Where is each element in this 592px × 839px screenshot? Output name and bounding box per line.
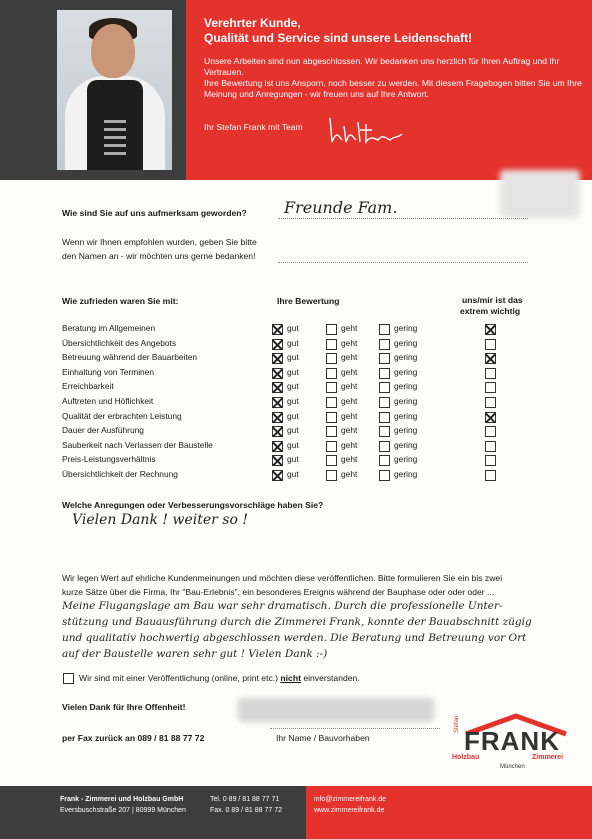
q1-line	[278, 218, 528, 219]
rating-option-label: gut	[287, 337, 299, 348]
rating-option-label: gering	[394, 352, 418, 363]
rating-checkbox-geht[interactable]	[326, 455, 337, 466]
consent-text: Wir sind mit einer Veröffentlichung (online, print etc.) nicht einverstanden.	[79, 673, 360, 683]
rating-row-label: Betreuung während der Bauarbeiten	[62, 352, 198, 363]
footer-tel: Tel. 0 89 / 81 88 77 71	[210, 796, 280, 803]
footer-email[interactable]: info@zimmereifrank.de	[314, 796, 387, 803]
logo-brand: FRANK	[464, 726, 560, 756]
rating-checkbox-geht[interactable]	[326, 324, 337, 335]
important-checkbox[interactable]	[485, 412, 496, 423]
important-checkbox[interactable]	[485, 339, 496, 350]
rating-checkbox-geht[interactable]	[326, 412, 337, 423]
redacted-stamp	[500, 170, 580, 218]
rating-option-label: gut	[287, 469, 299, 479]
footer-contact	[306, 786, 592, 839]
rating-option-label: gering	[394, 439, 418, 450]
rating-checkbox-geht[interactable]	[326, 368, 337, 379]
q3-answer-line-3: und qualitativ hochwertig abgeschlossen werden. Die Beratung und Betreuung vor Ort	[62, 632, 527, 644]
header-banner	[186, 0, 592, 180]
important-checkbox[interactable]	[485, 426, 496, 437]
important-checkbox[interactable]	[485, 324, 496, 335]
q1-name-line	[278, 262, 528, 263]
q3-answer-line-2: stützung und Bauausführung durch die Zimmerei Frank, konnte der Bauabschnitt zügig	[62, 616, 532, 628]
fax-text: per Fax zurück an 089 / 81 88 77 72	[62, 733, 205, 743]
important-checkbox[interactable]	[485, 441, 496, 452]
footer-address: Eversbuschstraße 207 | 80999 München	[60, 807, 186, 814]
rating-option-label: gering	[394, 323, 418, 333]
rating-checkbox-gering[interactable]	[379, 426, 390, 437]
rating-option-label: gering	[394, 366, 418, 377]
q3-answer-line-4: auf der Baustelle waren sehr gut ! Vielen Dank :-)	[62, 648, 328, 660]
footer-fax: Fax. 0 89 / 81 88 77 72	[210, 807, 282, 814]
footer-company: Frank - Zimmerei und Holzbau GmbH	[60, 796, 184, 803]
ratings-label: Wie zufrieden waren Sie mit:	[62, 296, 179, 306]
q1-answer: Freunde Fam.	[284, 198, 398, 217]
rating-checkbox-geht[interactable]	[326, 426, 337, 437]
rating-checkbox-gut[interactable]	[272, 368, 283, 379]
frank-logo	[452, 712, 572, 772]
rating-checkbox-gut[interactable]	[272, 353, 283, 364]
rating-option-label: gering	[394, 337, 418, 348]
rating-option-label: geht	[341, 469, 358, 479]
rating-checkbox-geht[interactable]	[326, 382, 337, 393]
rating-checkbox-geht[interactable]	[326, 441, 337, 452]
rating-row-label: Sauberkeit nach Verlassen der Baustelle	[62, 439, 213, 450]
rating-checkbox-gut[interactable]	[272, 441, 283, 452]
rating-checkbox-geht[interactable]	[326, 339, 337, 350]
q3-answer-line-1: Meine Flugangslage am Bau war sehr dramatisch. Durch die professionelle Unter-	[62, 600, 503, 612]
footer-web[interactable]: www.zimmereifrank.de	[314, 807, 385, 814]
consent-not: nicht	[280, 673, 301, 683]
rating-checkbox-geht[interactable]	[326, 397, 337, 408]
rating-checkbox-geht[interactable]	[326, 470, 337, 481]
rating-option-label: gut	[287, 396, 299, 406]
q1-note-2: den Namen an - wir möchten uns gerne bedanken!	[62, 251, 256, 261]
rating-option-label: geht	[341, 410, 358, 421]
q1-label: Wie sind Sie auf uns aufmerksam geworden?	[62, 208, 247, 218]
rating-checkbox-gering[interactable]	[379, 441, 390, 452]
ratings-col-important-1: uns/mir ist das	[462, 295, 523, 305]
rating-option-label: gering	[394, 454, 418, 465]
rating-option-label: gering	[394, 469, 418, 479]
rating-checkbox-gut[interactable]	[272, 426, 283, 437]
rating-checkbox-gut[interactable]	[272, 339, 283, 350]
header-photo-panel	[0, 0, 186, 180]
rating-option-label: gut	[287, 323, 299, 333]
rating-checkbox-gering[interactable]	[379, 368, 390, 379]
rating-option-label: gut	[287, 425, 299, 436]
important-checkbox[interactable]	[485, 368, 496, 379]
rating-row-label: Übersichtlichkeit der Rechnung	[62, 469, 178, 479]
rating-option-label: gering	[394, 396, 418, 406]
rating-checkbox-gering[interactable]	[379, 412, 390, 423]
rating-option-label: geht	[341, 337, 358, 348]
rating-option-label: geht	[341, 454, 358, 465]
rating-row-label: Qualität der erbrachten Leistung	[62, 410, 182, 421]
rating-option-label: geht	[341, 396, 358, 406]
thanks-text: Vielen Dank für Ihre Offenheit!	[62, 702, 186, 712]
consent-checkbox[interactable]	[63, 673, 74, 684]
logo-prefix: Stefan	[454, 715, 460, 733]
header-title: Verehrter Kunde, Qualität und Service sind unsere Leidenschaft!	[204, 16, 473, 45]
rating-row-label: Erreichbarkeit	[62, 381, 114, 392]
header-signoff: Ihr Stefan Frank mit Team	[204, 122, 303, 132]
logo-city: München	[500, 764, 525, 770]
name-label: Ihr Name / Bauvorhaben	[276, 733, 370, 743]
rating-checkbox-gering[interactable]	[379, 382, 390, 393]
rating-checkbox-gering[interactable]	[379, 455, 390, 466]
rating-checkbox-gering[interactable]	[379, 339, 390, 350]
rating-option-label: gut	[287, 439, 299, 450]
rating-checkbox-gut[interactable]	[272, 397, 283, 408]
important-checkbox[interactable]	[485, 455, 496, 466]
q3-intro-1: Wir legen Wert auf ehrliche Kundenmeinungen und möchten diese veröffentlichen. Bitte formulieren Sie ein bis zwei	[62, 573, 503, 583]
rating-option-label: geht	[341, 381, 358, 392]
q2-label: Welche Anregungen oder Verbesserungsvorschläge haben Sie?	[62, 500, 324, 510]
important-checkbox[interactable]	[485, 470, 496, 481]
q3-intro-2: kurze Sätze über die Firma, Ihr "Bau-Erlebnis", ein besonderes Ereignis während der Bauphase oder oder oder ...	[62, 587, 495, 597]
name-line	[270, 728, 440, 729]
redacted-name	[238, 698, 434, 722]
rating-option-label: gut	[287, 410, 299, 421]
rating-row-label: Dauer der Ausführung	[62, 425, 144, 436]
rating-row-label: Auftreten und Höflichkeit	[62, 396, 154, 406]
important-checkbox[interactable]	[485, 353, 496, 364]
rating-option-label: geht	[341, 425, 358, 436]
rating-checkbox-gut[interactable]	[272, 382, 283, 393]
rating-checkbox-gut[interactable]	[272, 412, 283, 423]
q1-note-1: Wenn wir Ihnen empfohlen wurden, geben Sie bitte	[62, 237, 257, 247]
rating-option-label: geht	[341, 366, 358, 377]
rating-row-label: Übersichtlichkeit des Angebots	[62, 337, 177, 348]
rating-option-label: gut	[287, 352, 299, 363]
rating-option-label: gut	[287, 381, 299, 392]
q2-answer: Vielen Dank ! weiter so !	[72, 512, 248, 528]
rating-checkbox-geht[interactable]	[326, 353, 337, 364]
rating-checkbox-gering[interactable]	[379, 324, 390, 335]
rating-option-label: geht	[341, 352, 358, 363]
rating-option-label: gering	[394, 410, 418, 421]
rating-checkbox-gering[interactable]	[379, 397, 390, 408]
rating-checkbox-gut[interactable]	[272, 324, 283, 335]
rating-option-label: geht	[341, 323, 358, 333]
rating-checkbox-gut[interactable]	[272, 470, 283, 481]
header-intro: Unsere Arbeiten sind nun abgeschlossen. Wir bedanken uns herzlich für Ihren Auftrag und Ihr Vertrauen. Ihre Bewertung ist uns Ansporn, noch besser zu werden. Mit diesem Fragebogen bitten Sie um Ihre Meinung und Anregungen - wir freuen uns auf Ihre Antwort.	[204, 56, 582, 99]
owner-photo	[57, 10, 172, 170]
rating-option-label: geht	[341, 439, 358, 450]
ratings-col-rating: Ihre Bewertung	[277, 296, 340, 306]
rating-checkbox-gut[interactable]	[272, 455, 283, 466]
signature-icon	[326, 112, 406, 148]
rating-option-label: gering	[394, 381, 418, 392]
logo-left: Holzbau	[452, 754, 480, 761]
logo-right: Zimmerei	[532, 754, 564, 761]
important-checkbox[interactable]	[485, 382, 496, 393]
rating-row-label: Einhaltung von Terminen	[62, 366, 155, 377]
rating-row-label: Beratung im Allgemeinen	[62, 323, 156, 333]
rating-checkbox-gering[interactable]	[379, 470, 390, 481]
rating-row-label: Preis-Leistungsverhältnis	[62, 454, 156, 465]
rating-checkbox-gering[interactable]	[379, 353, 390, 364]
rating-option-label: gering	[394, 425, 418, 436]
ratings-col-important-2: extrem wichtig	[460, 306, 521, 316]
rating-option-label: gut	[287, 366, 299, 377]
rating-option-label: gut	[287, 454, 299, 465]
important-checkbox[interactable]	[485, 397, 496, 408]
